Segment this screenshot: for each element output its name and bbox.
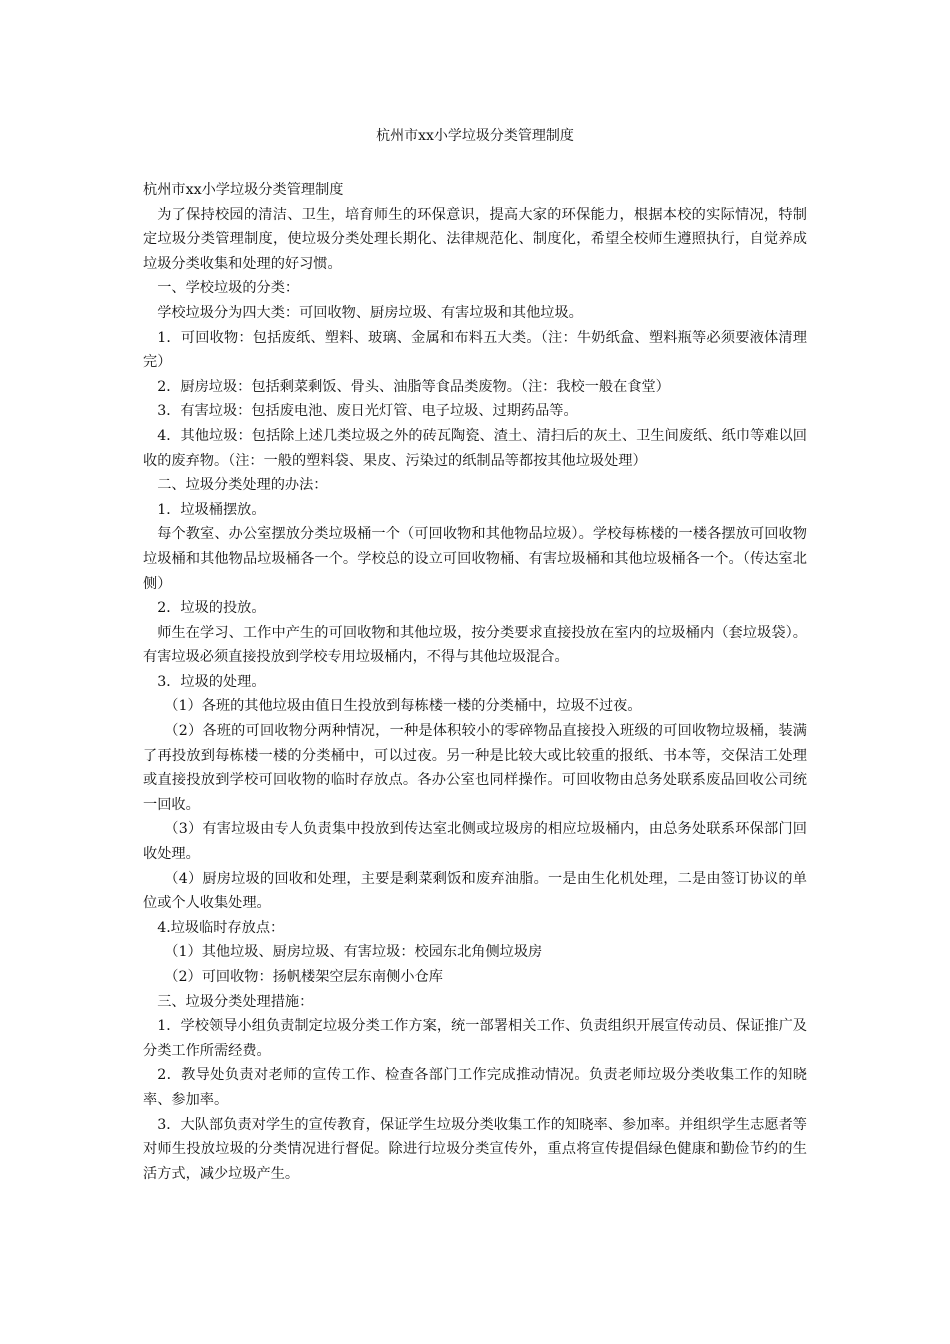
document-title: 杭州市xx小学垃圾分类管理制度 (376, 128, 574, 144)
paragraph: 学校垃圾分为四大类：可回收物、厨房垃圾、有害垃圾和其他垃圾。 (157, 304, 583, 321)
list-item: 4.垃圾临时存放点： (157, 919, 285, 936)
sub-list-item: （2）可回收物：扬帆楼架空层东南侧小仓库 (164, 969, 443, 985)
list-item: 2．厨房垃圾：包括剩菜剩饭、骨头、油脂等食品类废物。（注：我校一般在食堂） (157, 378, 670, 395)
section-heading-2: 二、垃圾分类处理的办法： (157, 477, 328, 494)
list-item: 2．垃圾的投放。 (157, 600, 266, 617)
section-heading-3: 三、垃圾分类处理措施： (157, 993, 314, 1010)
list-item: 1．垃圾桶摆放。 (157, 501, 266, 518)
sub-list-item: （2）各班的可回收物分两种情况，一种是体积较小的零碎物品直接投入班级的可回收物垃圾桶，装满了再投放到每栋楼一楼的分类桶中，可以过夜。另一种是比较大或比较重的报纸、书本等，交保洁工处理或直接投放到学校可回收物的临时存放点。各办公室也同样操作。可回收物由总务处联系废品回收公司统一回收。 (143, 723, 807, 813)
paragraph: 每个教室、办公室摆放分类垃圾桶一个（可回收物和其他物品垃圾）。学校每栋楼的一楼各摆放可回收物垃圾桶和其他物品垃圾桶各一个。学校总的设立可回收物桶、有害垃圾桶和其他垃圾桶各一个。（传达室北侧） (143, 526, 807, 592)
sub-list-item: （1）各班的其他垃圾由值日生投放到每栋楼一楼的分类桶中，垃圾不过夜。 (164, 698, 642, 715)
list-item: 3．有害垃圾：包括废电池、废日光灯管、电子垃圾、过期药品等。 (157, 403, 578, 420)
sub-list-item: （1）其他垃圾、厨房垃圾、有害垃圾：校园东北角侧垃圾房 (164, 944, 543, 961)
paragraph-intro: 为了保持校园的清洁、卫生，培育师生的环保意识，提高大家的环保能力，根据本校的实际情况，特制定垃圾分类管理制度，使垃圾分类处理长期化、法律规范化、制度化，希望全校师生遵照执行，自觉养成垃圾分类收集和处理的好习惯。 (143, 206, 807, 272)
paragraph-heading: 杭州市xx小学垃圾分类管理制度 (143, 182, 344, 198)
list-item: 1．学校领导小组负责制定垃圾分类工作方案，统一部署相关工作、负责组织开展宣传动员、保证推广及分类工作所需经费。 (143, 1018, 807, 1059)
document-body (143, 178, 807, 1186)
sub-list-item: （4）厨房垃圾的回收和处理，主要是剩菜剩饭和废弃油脂。一是由生化机处理，二是由签订协议的单位或个人收集处理。 (143, 870, 807, 912)
list-item: 3．大队部负责对学生的宣传教育，保证学生垃圾分类收集工作的知晓率、参加率。并组织学生志愿者等对师生投放垃圾的分类情况进行督促。除进行垃圾分类宣传外，重点将宣传提倡绿色健康和勤俭节约的生活方式，减少垃圾产生。 (143, 1116, 807, 1182)
list-item: 3．垃圾的处理。 (157, 673, 266, 690)
paragraph: 师生在学习、工作中产生的可回收物和其他垃圾，按分类要求直接投放在室内的垃圾桶内（套垃圾袋）。有害垃圾必须直接投放到学校专用垃圾桶内，不得与其他垃圾混合。 (143, 624, 807, 666)
list-item: 2．教导处负责对老师的宣传工作、检查各部门工作完成推动情况。负责老师垃圾分类收集工作的知晓率、参加率。 (143, 1067, 807, 1108)
list-item: 1．可回收物：包括废纸、塑料、玻璃、金属和布料五大类。（注：牛奶纸盒、塑料瓶等必须要液体清理完） (143, 329, 807, 371)
section-heading-1: 一、学校垃圾的分类： (157, 280, 300, 297)
list-item: 4．其他垃圾：包括除上述几类垃圾之外的砖瓦陶瓷、渣土、清扫后的灰土、卫生间废纸、纸巾等难以回收的废弃物。（注：一般的塑料袋、果皮、污染过的纸制品等都按其他垃圾处理） (143, 427, 807, 469)
sub-list-item: （3）有害垃圾由专人负责集中投放到传达室北侧或垃圾房的相应垃圾桶内，由总务处联系环保部门回收处理。 (143, 821, 807, 863)
